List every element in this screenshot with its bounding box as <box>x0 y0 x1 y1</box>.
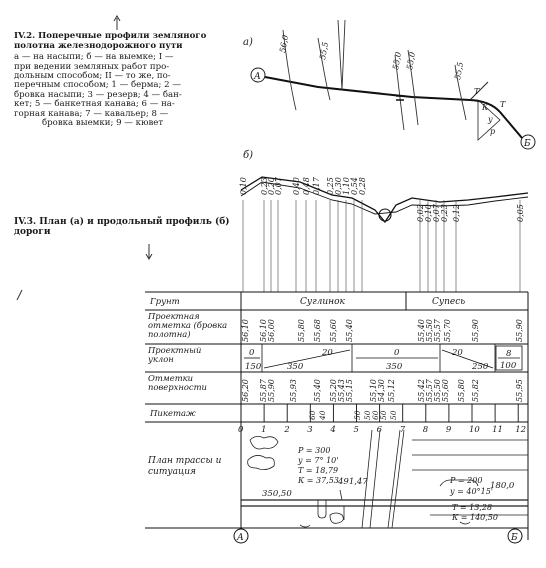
depth-label: 0,10 <box>239 177 248 195</box>
picket-number: 6 <box>376 425 383 435</box>
picket-plus: 60 <box>308 410 317 420</box>
caption-iv3-title: IV.3. План (а) и продольный профиль (б) дороги <box>14 217 230 237</box>
curve-label: К <box>482 103 489 112</box>
contour-label: 56,0 <box>278 34 291 54</box>
ground-value: 55,93 <box>289 379 298 402</box>
ground-value: 55,50 <box>433 379 442 402</box>
picket-number: 9 <box>445 425 452 435</box>
tangent-label: T <box>474 87 480 96</box>
row-label-design: Проектная отметка (бровка полотна) <box>148 312 228 339</box>
profile-table <box>145 292 528 543</box>
radius-label: р <box>490 127 496 136</box>
ground-value: 55,60 <box>441 379 450 402</box>
row-label-picket: Пикетаж <box>150 409 196 419</box>
ground-value: 55,82 <box>471 379 480 402</box>
profile-b <box>239 150 528 292</box>
depth-label: 0,54 <box>350 177 359 195</box>
slope-bottom: 350 <box>386 362 403 372</box>
picket-number: 8 <box>422 425 429 435</box>
profile-b-label: б) <box>243 150 254 161</box>
ground-value: 55,12 <box>387 379 396 402</box>
design-value: 55,70 <box>443 319 452 342</box>
straight-length: 180,0 <box>490 481 515 491</box>
depth-label: 0,07 <box>274 177 283 195</box>
curve1-length: К = 37,53 <box>298 476 339 485</box>
ground-value: 54,30 <box>377 379 386 402</box>
ground-value: 56,20 <box>241 379 250 402</box>
depth-label: 0,48 <box>302 177 311 195</box>
ground-value: 55,87 <box>259 379 268 402</box>
curve1-tangent: Т = 18,79 <box>298 466 339 475</box>
design-value: 56,10 <box>259 319 268 342</box>
design-value: 55,90 <box>515 319 524 342</box>
design-value: 55,68 <box>313 319 322 342</box>
design-value: 55,50 <box>425 319 434 342</box>
depth-label: 0,07 <box>432 204 441 222</box>
design-value: 55,60 <box>329 319 338 342</box>
depth-label: 0,05 <box>516 204 525 222</box>
slope-top: 20 <box>452 348 463 358</box>
caption-line: бровка насыпи; 3 — резерв; 4 — бан- <box>14 89 182 100</box>
ground-value: 55,42 <box>417 379 426 402</box>
curve2-length: К = 140,50 <box>452 513 498 522</box>
curve2-angle: у = 40°15' <box>450 487 493 496</box>
table-point-a-label: А <box>237 533 244 543</box>
ground-value: 55,15 <box>345 379 354 402</box>
curve2-tangent: Т = 13,28 <box>452 503 493 512</box>
caption-line: а — на насыпи; б — на выемке; I — <box>14 52 174 63</box>
contour-label: 55,0 <box>391 51 404 71</box>
table-point-b-label: Б <box>511 533 518 543</box>
design-value: 55,40 <box>417 319 426 342</box>
plan-point-a-label: А <box>254 72 261 82</box>
picket-plus: 40 <box>318 410 327 420</box>
depth-label: 0,10 <box>424 204 433 222</box>
stray-marks <box>17 16 152 300</box>
design-value: 56,00 <box>267 319 276 342</box>
picket-number: 3 <box>307 425 313 435</box>
design-value: 55,90 <box>471 319 480 342</box>
depth-label: 0,23 <box>260 177 269 195</box>
ground-value: 55,57 <box>425 379 434 402</box>
design-value: 55,40 <box>345 319 354 342</box>
ground-values <box>241 378 524 402</box>
picket-number: 1 <box>261 425 267 435</box>
picket-number: 5 <box>353 425 359 435</box>
depth-label: 0,23 <box>440 204 449 222</box>
caption-line: бровка выемки; 9 — кювет <box>42 118 164 129</box>
contour-lines <box>283 20 466 130</box>
curve2-radius: Р = 200 <box>450 476 483 485</box>
picket-plus: 50 <box>389 410 398 420</box>
contour-label: 55,5 <box>453 61 466 81</box>
depth-label: 1,10 <box>342 177 351 195</box>
plan-point-b-label: Б <box>524 139 531 149</box>
picket-number: 7 <box>399 425 406 435</box>
ground-value: 55,90 <box>267 379 276 402</box>
design-value: 55,57 <box>433 319 442 342</box>
ground-value: 55,43 <box>337 379 346 402</box>
depth-label: 0,02 <box>416 204 425 222</box>
picket-row <box>238 404 526 435</box>
caption-line: кет; 5 — банкетная канава; 6 — на- <box>14 99 175 110</box>
caption-iv2-title: IV.2. Поперечные профили земляного полотна железнодорожного пути <box>14 31 207 51</box>
caption-line: горная канава; 7 — кавальер; 8 — <box>14 108 169 119</box>
depth-label: 0,17 <box>312 177 321 195</box>
slope-bottom: 250 <box>472 362 489 372</box>
slope-bottom: 150 <box>245 362 262 372</box>
picket-number: 2 <box>284 425 290 435</box>
slope-top: 0 <box>249 348 255 358</box>
row-label-ground: Отметки поверхности <box>148 374 207 392</box>
depth-label: 0,28 <box>358 177 367 195</box>
picket-plus: 50 <box>353 410 362 420</box>
picket-plus: 50 <box>363 410 372 420</box>
depth-label: 0,12 <box>452 204 461 222</box>
contour-label: 55,5 <box>318 41 331 61</box>
angle-label: у <box>488 115 493 124</box>
slope-bottom: 100 <box>500 361 517 371</box>
picket-plus: 60 <box>371 410 380 420</box>
depth-label: 0,40 <box>292 177 301 195</box>
ground-profile-line <box>241 177 528 222</box>
picket-number: 0 <box>238 425 244 435</box>
row-label-plan: План трассы и ситуация <box>148 456 222 477</box>
caption-line: дольным способом; II — то же, по- <box>14 71 171 81</box>
straight-length: 350,50 <box>262 489 292 499</box>
row-label-slope: Проектный уклон <box>148 346 202 364</box>
picket-number: 10 <box>469 425 480 435</box>
straight-length: 491,47 <box>338 477 368 487</box>
row-label-soil: Грунт <box>150 297 180 307</box>
ground-value: 55,20 <box>329 379 338 402</box>
picket-number: 4 <box>330 425 336 435</box>
picket-plus: 50 <box>379 410 388 420</box>
contour-label: 55,0 <box>405 51 418 71</box>
ground-value: 55,40 <box>313 379 322 402</box>
curve1-angle: у = 7° 10' <box>298 456 339 465</box>
slope-top: 0 <box>394 348 400 358</box>
tangent-label: T <box>500 100 506 109</box>
soil-value-loam: Суглинок <box>300 297 345 307</box>
slope-top: 8 <box>506 349 512 359</box>
curve1-radius: Р = 300 <box>298 446 331 455</box>
profile-depth-labels <box>239 176 525 222</box>
caption-line: перечным способом; 1 — берма; 2 — <box>14 80 181 91</box>
depth-label: 0,30 <box>334 177 343 195</box>
slope-top: 20 <box>322 348 333 358</box>
depth-label: 0,25 <box>326 177 335 195</box>
design-value: 55,80 <box>297 319 306 342</box>
ground-value: 55,10 <box>369 379 378 402</box>
slope-bottom: 350 <box>287 362 304 372</box>
ground-value: 55,80 <box>457 379 466 402</box>
picket-number: 11 <box>492 425 503 435</box>
soil-value-sandy: Супесь <box>432 297 466 307</box>
design-value: 56,10 <box>241 319 250 342</box>
picket-number: 12 <box>515 425 527 435</box>
ground-value: 55,95 <box>515 379 524 402</box>
depth-label: 0,20 <box>267 177 276 195</box>
design-values <box>241 318 524 342</box>
caption-line: при ведении земляных работ про- <box>14 61 170 72</box>
plan-a-label: а) <box>243 37 253 48</box>
plan-a <box>243 20 535 149</box>
